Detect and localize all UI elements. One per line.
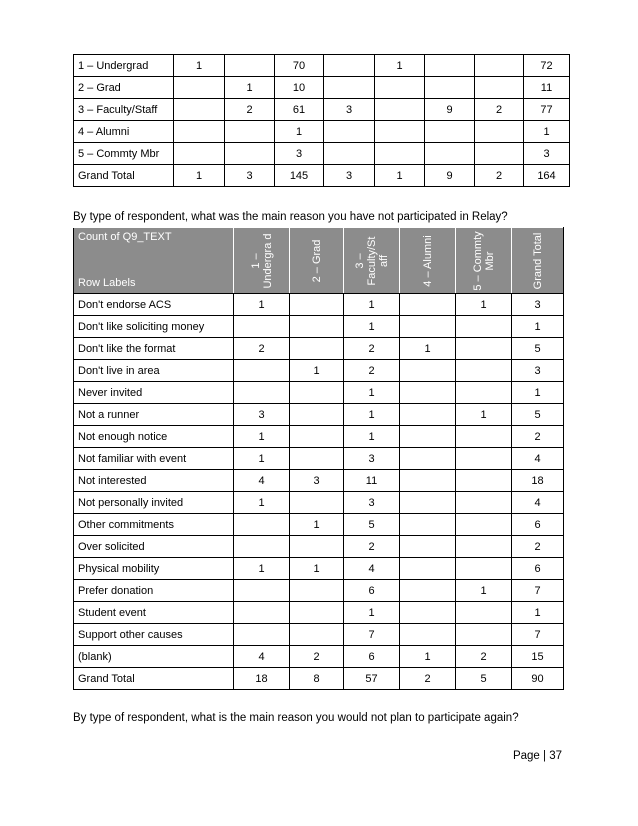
table-row — [74, 646, 564, 668]
column-header — [512, 228, 564, 294]
table-cell — [456, 470, 512, 492]
table-cell — [234, 360, 290, 382]
column-header-label: 2 – Grad — [310, 239, 323, 282]
table-cell: 3 — [225, 165, 275, 187]
table-row — [74, 580, 564, 602]
table-cell — [400, 470, 456, 492]
table-cell — [456, 360, 512, 382]
column-header-label: 3 – Faculty/St aff — [353, 236, 390, 285]
table-row — [74, 55, 570, 77]
table-cell — [456, 624, 512, 646]
row-label: 2 – Grad — [74, 77, 174, 99]
table-row — [74, 121, 570, 143]
table-cell: 6 — [344, 580, 400, 602]
table-cell: 3 — [324, 99, 375, 121]
table-cell — [290, 580, 344, 602]
table-cell — [290, 426, 344, 448]
page-number: Page | 37 — [512, 750, 562, 762]
table-cell — [456, 316, 512, 338]
table-cell: 8 — [290, 668, 344, 690]
table-cell: 1 — [512, 382, 564, 404]
table-cell: 1 — [400, 338, 456, 360]
table-cell: 3 — [290, 470, 344, 492]
table-cell — [400, 602, 456, 624]
table-cell: 61 — [275, 99, 324, 121]
row-label: 3 – Faculty/Staff — [74, 99, 174, 121]
table-cell — [456, 448, 512, 470]
table-row — [74, 316, 564, 338]
table-cell: 2 — [344, 360, 400, 382]
table-cell — [475, 77, 524, 99]
table-cell — [400, 426, 456, 448]
table-cell: 1 — [174, 55, 225, 77]
table-cell: 2 — [234, 338, 290, 360]
table-cell — [290, 404, 344, 426]
table-cell: 1 — [456, 404, 512, 426]
table-cell: 1 — [344, 602, 400, 624]
table-cell: 18 — [234, 668, 290, 690]
column-header-label: Grand Total — [531, 232, 544, 289]
table-cell: 1 — [344, 404, 400, 426]
table-cell: 5 — [344, 514, 400, 536]
table-cell: 2 — [344, 536, 400, 558]
table-cell: 1 — [375, 165, 425, 187]
row-label: Support other causes — [74, 624, 234, 646]
table-cell: 9 — [425, 99, 475, 121]
table-cell: 70 — [275, 55, 324, 77]
row-label: Don't endorse ACS — [74, 294, 234, 316]
table-cell — [290, 602, 344, 624]
table-cell — [234, 602, 290, 624]
column-header-label: 4 – Alumni — [421, 234, 434, 287]
table-row — [74, 668, 564, 690]
table-cell: 18 — [512, 470, 564, 492]
table-cell: 3 — [524, 143, 570, 165]
table-cell: 5 — [512, 404, 564, 426]
table-cell: 6 — [512, 514, 564, 536]
table-cell: 72 — [524, 55, 570, 77]
table-cell — [456, 514, 512, 536]
table-cell: 1 — [456, 294, 512, 316]
pivot-header-row — [74, 228, 564, 294]
row-label: Physical mobility — [74, 558, 234, 580]
table-cell: 1 — [400, 646, 456, 668]
row-label: Never invited — [74, 382, 234, 404]
table-cell: 15 — [512, 646, 564, 668]
table-cell: 2 — [512, 536, 564, 558]
row-label: Don't like the format — [74, 338, 234, 360]
table-row — [74, 602, 564, 624]
table-row — [74, 294, 564, 316]
table-cell — [225, 143, 275, 165]
table-cell — [290, 294, 344, 316]
table-cell — [475, 143, 524, 165]
table-cell — [324, 121, 375, 143]
table-cell — [234, 514, 290, 536]
row-label: Not a runner — [74, 404, 234, 426]
respondent-summary-table — [73, 54, 570, 187]
table-cell: 4 — [234, 470, 290, 492]
row-label: Not familiar with event — [74, 448, 234, 470]
table-cell: 9 — [425, 165, 475, 187]
table-row — [74, 404, 564, 426]
table-cell — [225, 121, 275, 143]
table-cell — [400, 382, 456, 404]
table-row — [74, 558, 564, 580]
table-row — [74, 492, 564, 514]
table-cell: 1 — [234, 448, 290, 470]
table-cell — [425, 121, 475, 143]
table-cell: 77 — [524, 99, 570, 121]
table-cell — [290, 448, 344, 470]
table-cell: 4 — [234, 646, 290, 668]
column-header — [290, 228, 344, 294]
table-row — [74, 99, 570, 121]
table-cell: 2 — [344, 338, 400, 360]
table-cell: 90 — [512, 668, 564, 690]
table-cell — [375, 143, 425, 165]
row-label: Don't like soliciting money — [74, 316, 234, 338]
table-cell — [375, 121, 425, 143]
table-cell — [174, 77, 225, 99]
table-row — [74, 143, 570, 165]
table-cell — [400, 316, 456, 338]
table-cell — [475, 121, 524, 143]
row-label: Not personally invited — [74, 492, 234, 514]
table-cell: 145 — [275, 165, 324, 187]
table-cell: 4 — [512, 448, 564, 470]
table-cell: 1 — [234, 558, 290, 580]
row-label: (blank) — [74, 646, 234, 668]
table-cell — [400, 514, 456, 536]
table-cell — [400, 624, 456, 646]
table-cell — [456, 536, 512, 558]
row-label: Other commitments — [74, 514, 234, 536]
table-cell — [400, 492, 456, 514]
table-row — [74, 77, 570, 99]
table-cell: 3 — [234, 404, 290, 426]
table-cell — [174, 121, 225, 143]
table-row — [74, 536, 564, 558]
row-label: Not enough notice — [74, 426, 234, 448]
reason-pivot-table — [73, 227, 564, 690]
table-cell — [290, 492, 344, 514]
row-label: Don't live in area — [74, 360, 234, 382]
table-cell — [425, 55, 475, 77]
table-cell — [290, 536, 344, 558]
table-cell: 1 — [290, 360, 344, 382]
table-cell: 1 — [344, 426, 400, 448]
table-cell — [400, 294, 456, 316]
column-header — [344, 228, 400, 294]
table-cell: 7 — [344, 624, 400, 646]
table-cell — [456, 338, 512, 360]
table-cell: 3 — [512, 360, 564, 382]
table-row — [74, 360, 564, 382]
table-cell: 3 — [344, 492, 400, 514]
table-cell: 3 — [324, 165, 375, 187]
row-label: 5 – Commty Mbr — [74, 143, 174, 165]
table-cell: 3 — [512, 294, 564, 316]
table-row — [74, 514, 564, 536]
table-cell: 1 — [275, 121, 324, 143]
table-cell — [456, 558, 512, 580]
table-cell — [225, 55, 275, 77]
table-row — [74, 426, 564, 448]
table-cell: 2 — [512, 426, 564, 448]
table-cell: 1 — [290, 558, 344, 580]
table-cell — [456, 602, 512, 624]
row-label: Prefer donation — [74, 580, 234, 602]
table-cell: 3 — [275, 143, 324, 165]
table-cell — [400, 580, 456, 602]
column-header — [234, 228, 290, 294]
row-label: 4 – Alumni — [74, 121, 174, 143]
row-label: Student event — [74, 602, 234, 624]
table-cell — [375, 99, 425, 121]
table-cell: 2 — [475, 99, 524, 121]
table-cell — [425, 77, 475, 99]
row-label: Over solicited — [74, 536, 234, 558]
table-row — [74, 165, 570, 187]
table-cell: 1 — [512, 602, 564, 624]
table-cell — [234, 382, 290, 404]
table-cell: 5 — [456, 668, 512, 690]
row-label: Not interested — [74, 470, 234, 492]
table-cell — [375, 77, 425, 99]
table-cell: 1 — [456, 580, 512, 602]
row-label: Grand Total — [74, 668, 234, 690]
question-not-participated: By type of respondent, what was the main reason you have not participated in Relay? — [73, 211, 508, 223]
table-row — [74, 470, 564, 492]
table-cell — [290, 382, 344, 404]
table-cell: 4 — [512, 492, 564, 514]
column-header-label: 1 – Undergra d — [249, 232, 274, 289]
table-cell: 1 — [344, 382, 400, 404]
table-cell: 1 — [234, 492, 290, 514]
table-cell — [324, 143, 375, 165]
table-cell: 1 — [512, 316, 564, 338]
table-cell — [234, 536, 290, 558]
table-cell — [400, 448, 456, 470]
table-cell — [290, 316, 344, 338]
table-cell — [290, 624, 344, 646]
table-cell: 1 — [344, 294, 400, 316]
table-row — [74, 448, 564, 470]
table-cell — [234, 580, 290, 602]
table-cell: 1 — [524, 121, 570, 143]
pivot-corner-cell — [74, 228, 234, 294]
table-cell — [456, 492, 512, 514]
table-cell: 1 — [344, 316, 400, 338]
count-label: Count of Q9_TEXT — [78, 231, 172, 243]
table-cell: 11 — [524, 77, 570, 99]
table-cell: 2 — [475, 165, 524, 187]
table-cell — [400, 558, 456, 580]
table-cell — [456, 426, 512, 448]
table-cell: 1 — [234, 426, 290, 448]
table-cell — [400, 404, 456, 426]
table-cell: 164 — [524, 165, 570, 187]
table-cell: 5 — [512, 338, 564, 360]
table-cell — [400, 536, 456, 558]
table-cell — [174, 143, 225, 165]
table-cell: 1 — [234, 294, 290, 316]
table-cell: 7 — [512, 580, 564, 602]
table-cell: 6 — [512, 558, 564, 580]
table-cell: 2 — [400, 668, 456, 690]
column-header — [400, 228, 456, 294]
table-cell: 6 — [344, 646, 400, 668]
table-cell — [234, 624, 290, 646]
table-cell — [475, 55, 524, 77]
table-cell: 10 — [275, 77, 324, 99]
table-cell: 2 — [456, 646, 512, 668]
table-cell — [290, 338, 344, 360]
table-cell: 57 — [344, 668, 400, 690]
table-cell: 2 — [225, 99, 275, 121]
table-row — [74, 624, 564, 646]
table-cell — [234, 316, 290, 338]
column-header-label: 5 – Commty Mbr — [471, 230, 496, 291]
table-cell: 7 — [512, 624, 564, 646]
table-cell — [174, 99, 225, 121]
row-label: Grand Total — [74, 165, 174, 187]
table-cell — [324, 77, 375, 99]
table-cell — [324, 55, 375, 77]
table-cell — [456, 382, 512, 404]
table-cell: 11 — [344, 470, 400, 492]
question-not-participate-again: By type of respondent, what is the main reason you would not plan to participate again? — [73, 712, 519, 724]
table-cell: 1 — [375, 55, 425, 77]
table-cell: 3 — [344, 448, 400, 470]
table-cell: 4 — [344, 558, 400, 580]
table-cell: 1 — [225, 77, 275, 99]
table-row — [74, 338, 564, 360]
table-cell: 2 — [290, 646, 344, 668]
table-cell: 1 — [174, 165, 225, 187]
table-row — [74, 382, 564, 404]
column-header — [456, 228, 512, 294]
row-labels-label: Row Labels — [78, 277, 136, 289]
table-cell — [425, 143, 475, 165]
table-cell: 1 — [290, 514, 344, 536]
row-label: 1 – Undergrad — [74, 55, 174, 77]
table-cell — [400, 360, 456, 382]
